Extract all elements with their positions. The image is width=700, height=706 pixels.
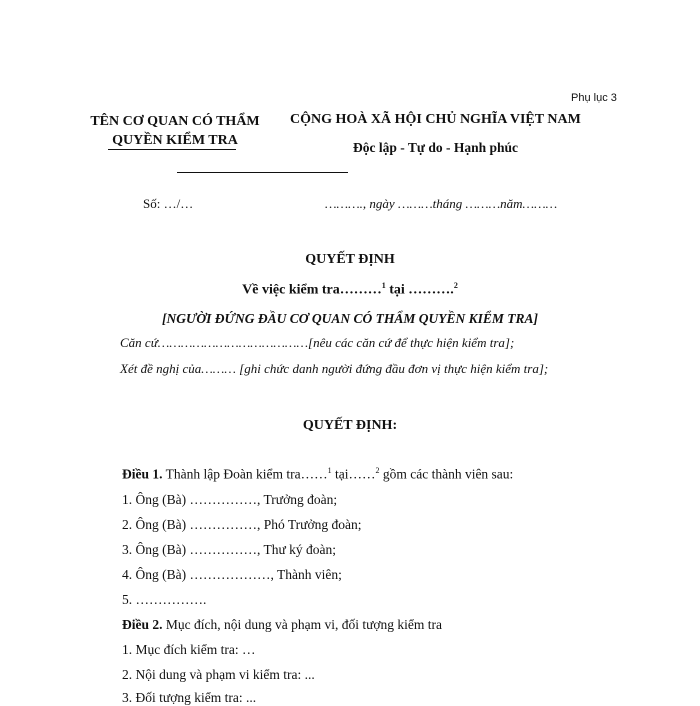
article-2-item: 2. Nội dung và phạm vi kiểm tra: ... xyxy=(122,667,315,682)
document-title: QUYẾT ĐỊNH xyxy=(305,252,395,267)
date-line: ………., ngày ………tháng ………năm……… xyxy=(325,196,558,211)
national-motto: Độc lập - Tự do - Hạnh phúc xyxy=(353,140,519,155)
basis-paragraph: Căn cứ…………………………………[nêu các căn cứ để thực hiện kiểm tra]; xyxy=(120,335,515,350)
consideration-paragraph: Xét đề nghị của……… [ghi chức danh người đứng đầu đơn vị thực hiện kiểm tra]; xyxy=(120,361,549,376)
member-item: 2. Ông (Bà) ……………, Phó Trưởng đoàn; xyxy=(122,517,362,532)
member-item: 3. Ông (Bà) ……………, Thư ký đoàn; xyxy=(122,542,337,557)
article-2-item: 1. Mục đích kiểm tra: … xyxy=(122,642,256,657)
authority-line: [NGƯỜI ĐỨNG ĐẦU CƠ QUAN CÓ THẨM QUYỀN KIỂM TRA] xyxy=(161,311,539,326)
article-1: Điều 1. Thành lập Đoàn kiểm tra……$^1$ tại……$^2$ gồm các thành viên sau: xyxy=(122,466,514,482)
document-number: Số: …/… xyxy=(143,196,194,211)
article-2-item: 3. Đối tượng kiểm tra: ... xyxy=(122,690,257,705)
appendix-label: Phụ lục 3 xyxy=(571,92,617,104)
article-2: Điều 2. Mục đích, nội dung và phạm vi, đối tượng kiểm tra xyxy=(122,617,443,632)
subject-line: Về việc kiểm tra………$^1$ tại ……….$^2$ xyxy=(242,281,458,298)
member-item: 5. ……………. xyxy=(122,592,207,607)
motto-underline xyxy=(177,172,348,173)
agency-name: TÊN CƠ QUAN CÓ THẨM QUYỀN KIỂM TRA xyxy=(90,114,260,148)
agency-underline xyxy=(108,149,236,150)
republic-heading: CỘNG HOÀ XÃ HỘI CHỦ NGHĨA VIỆT NAM xyxy=(290,112,581,127)
member-item: 4. Ông (Bà) ………………, Thành viên; xyxy=(122,567,342,582)
member-item: 1. Ông (Bà) ……………, Trưởng đoàn; xyxy=(122,492,338,507)
decision-heading: QUYẾT ĐỊNH: xyxy=(302,418,398,433)
